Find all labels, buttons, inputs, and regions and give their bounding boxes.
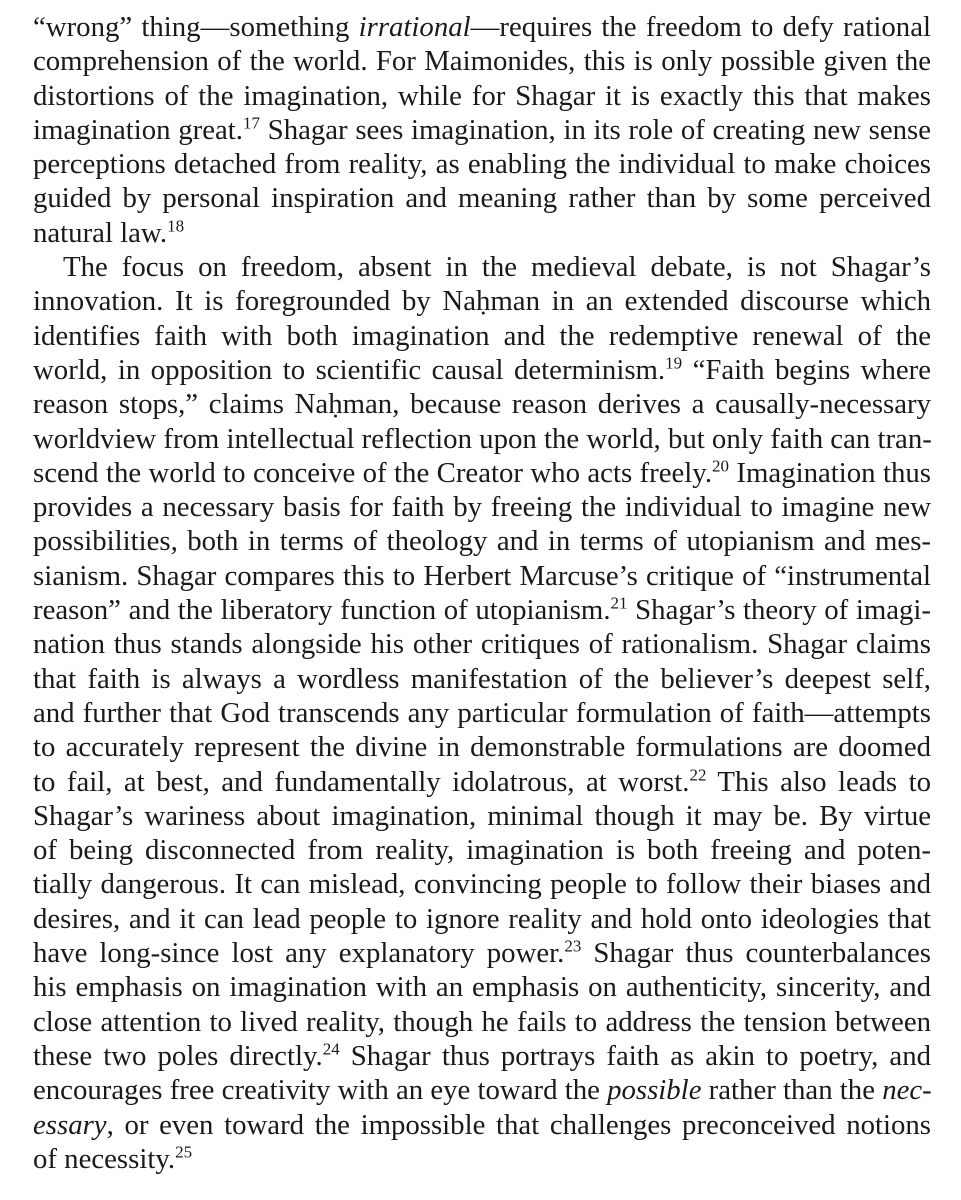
text-line [33,79,931,113]
text-line [33,662,931,696]
text-line [33,1073,931,1107]
body-text [33,10,931,1176]
italic-text: irrational [358,11,471,43]
footnote-marker: 17 [243,113,260,133]
text-line [33,147,931,181]
text-run: nation thus stands alongside his other critiques of rationalism. Shagar claims [33,628,931,661]
text-run: close attention to lived reality, though he fails to address the tension between [33,1005,931,1038]
text-run: Shagar thus counterbalances [581,937,931,970]
text-run: The focus on freedom, absent in the medieval debate, is not Shagar’s [63,251,931,284]
text-run: rather than the [701,1074,883,1107]
text-run: Shagar’s theory of imagi- [627,594,932,627]
text-run: possibilities, both in terms of theology and in terms of utopianism and mes- [33,525,931,558]
text-run: to fail, at best, and fundamentally idolatrous, at worst. [33,765,690,798]
italic-text: possible [607,1074,702,1107]
text-run: have long-since lost any explanatory power. [33,937,565,970]
text-line [33,250,931,284]
footnote-marker: 21 [610,593,628,613]
text-run: tially dangerous. It can mislead, convincing people to follow their biases and [33,868,931,901]
text-run: natural law. [33,216,168,249]
text-run: comprehension of the world. For Maimonides, this is only possible given the [33,45,931,78]
text-line [33,422,931,456]
text-run: world, in opposition to scientific causal determinism. [33,353,666,386]
text-run: provides a necessary basis for faith by freeing the individual to imagine new [33,491,931,524]
text-line [33,1142,931,1176]
text-line [33,1039,931,1073]
text-run: —requires the freedom to defy rational [470,11,931,43]
text-line [33,524,931,558]
text-run: Shagar thus portrays faith as akin to poetry, and [339,1039,931,1072]
text-run: Imagination thus [729,456,931,489]
paragraph [33,10,931,250]
text-run: scend the world to conceive of the Creator who acts freely. [33,456,713,489]
text-run: these two poles directly. [33,1039,323,1072]
text-line [33,970,931,1004]
text-run: imagination great. [33,113,243,146]
text-line [33,559,931,593]
text-run: of necessity. [33,1142,176,1175]
text-line [33,387,931,421]
text-run: of being disconnected from reality, imagination is both freeing and poten- [33,834,931,867]
text-line [33,353,931,387]
text-run: This also leads to [706,765,931,798]
text-run: to accurately represent the divine in demonstrable formulations are doomed [33,731,931,764]
text-line [33,181,931,215]
text-line [33,1005,931,1039]
text-line [33,627,931,661]
text-run: Shagar sees imagination, in its role of creating new sense [260,113,931,146]
text-run: desires, and it can lead people to ignore reality and hold onto ideologies that [33,902,931,935]
footnote-marker: 22 [689,765,707,784]
footnote-marker: 19 [665,353,683,373]
italic-text: essary [33,1108,107,1141]
footnote-marker: 24 [322,1039,340,1059]
text-line [33,902,931,936]
text-line [33,696,931,730]
text-line [33,730,931,764]
footnote-marker: 18 [167,216,185,236]
text-line [33,765,931,799]
text-line [33,284,931,318]
text-run: distortions of the imagination, while for Shagar it is exactly this that makes [33,79,931,112]
text-run: “Faith begins where [682,353,932,386]
text-line [33,936,931,970]
text-run: encourages free creativity with an eye toward the [33,1074,608,1107]
text-run: reason” and the liberatory function of utopianism. [33,594,611,627]
text-run: and further that God transcends any particular formulation of faith—attempts [33,696,931,729]
text-line [33,1108,931,1142]
text-line [33,867,931,901]
text-run: innovation. It is foregrounded by Naḥman in an extended discourse which [33,285,931,318]
text-run: sianism. Shagar compares this to Herbert Marcuse’s critique of “instrumental [33,559,931,592]
footnote-marker: 25 [175,1142,193,1162]
footnote-marker: 23 [564,936,582,956]
footnote-marker: 20 [712,456,730,476]
paragraph [33,250,931,1176]
text-run: , or even toward the impossible that challenges preconceived notions [106,1108,931,1141]
text-run: perceptions detached from reality, as enabling the individual to make choices [33,148,931,181]
text-line [33,10,931,44]
text-line [33,456,931,490]
text-line [33,593,931,627]
text-line [33,490,931,524]
text-line [33,216,931,250]
italic-text: nec- [882,1074,932,1107]
text-line [33,319,931,353]
text-run: guided by personal inspiration and meaning rather than by some perceived [33,182,931,215]
text-run: worldview from intellectual reflection upon the world, but only faith can tran- [33,422,932,455]
text-run: his emphasis on imagination with an emphasis on authenticity, sincerity, and [33,971,931,1004]
text-run: identifies faith with both imagination and the redemptive renewal of the [33,319,931,352]
text-run: that faith is always a wordless manifestation of the believer’s deepest self, [33,662,931,695]
text-line [33,833,931,867]
text-line [33,113,931,147]
text-line [33,44,931,78]
text-line [33,799,931,833]
text-run: Shagar’s wariness about imagination, minimal though it may be. By virtue [33,799,931,832]
text-run: “wrong” thing—something [33,11,359,43]
text-run: reason stops,” claims Naḥman, because reason derives a causally-necessary [33,388,931,421]
